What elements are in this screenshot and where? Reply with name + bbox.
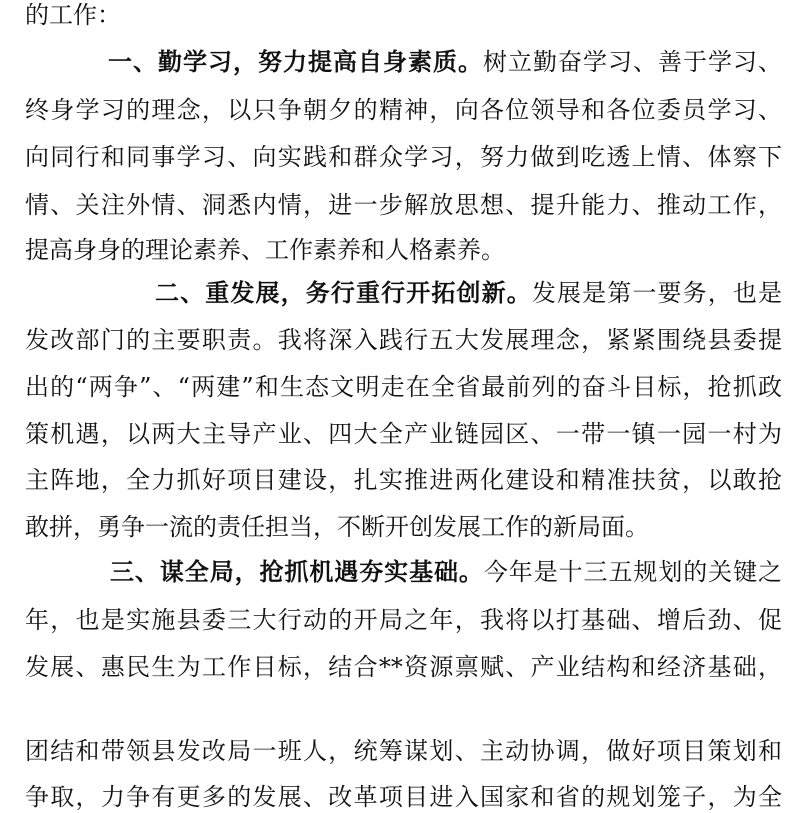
body-text: 提高身身的理论素养、工作素养和人格素养。 [25, 236, 505, 264]
body-text: 树立勤奋学习、善于学习、 [483, 48, 782, 76]
document-line [25, 141, 782, 173]
document-line [25, 464, 782, 496]
document-line [25, 94, 782, 126]
body-text: 发展、惠民生为工作目标，结合**资源禀赋、产业结构和经济基础， [25, 653, 782, 681]
body-text: 策机遇，以两大主导产业、四大全产业链园区、一带一镇一园一村为 [25, 420, 782, 448]
document-line [25, 46, 782, 78]
body-text: 发展是第一要务，也是 [531, 279, 782, 307]
document-line [25, 511, 782, 543]
body-text: 发改部门的主要职责。我将深入践行五大发展理念，紧紧围绕县委提 [25, 326, 782, 354]
section-heading: 三、谋全局，抢抓机遇夯实基础。 [110, 558, 484, 586]
body-text: 主阵地，全力抓好项目建设，扎实推进两化建设和精准扶贫，以敢抢 [25, 466, 782, 494]
section-heading: 二、重发展，务行重行开拓创新。 [155, 279, 532, 307]
body-text: 向同行和同事学习、向实践和群众学习，努力做到吃透上情、体察下 [25, 143, 782, 171]
body-text: 情、关注外情、洞悉内情，进一步解放思想、提升能力、推动工作， [25, 191, 782, 219]
document-line [25, 371, 782, 403]
document-line [25, 234, 782, 266]
body-text: 敢拼，勇争一流的责任担当，不断开创发展工作的新局面。 [25, 513, 649, 541]
document-line [25, 324, 782, 356]
document-line [25, 556, 782, 588]
body-text: 年，也是实施县委三大行动的开局之年，我将以打基础、增后劲、促 [25, 606, 782, 634]
section-heading: 一、勤学习，努力提高自身素质。 [108, 48, 483, 76]
document-line [25, 604, 782, 636]
body-text: 终身学习的理念，以只争朝夕的精神，向各位领导和各位委员学习、 [25, 96, 782, 124]
document-line [25, 189, 782, 221]
document-line [25, 277, 782, 309]
document-line [25, 735, 782, 767]
document-line [25, 0, 782, 31]
body-text: 团结和带领县发改局一班人，统筹谋划、主动协调，做好项目策划和 [25, 737, 782, 765]
document-line [25, 781, 782, 813]
body-text: 出的“两争”、“两建”和生态文明走在全省最前列的奋斗目标，抢抓政 [25, 373, 782, 401]
body-text: 今年是十三五规划的关键之 [483, 558, 783, 586]
document-line [25, 651, 782, 683]
body-text: 争取，力争有更多的发展、改革项目进入国家和省的规划笼子，为全 [25, 783, 782, 811]
body-text: 的工作： [25, 1, 121, 29]
document-line [25, 418, 782, 450]
